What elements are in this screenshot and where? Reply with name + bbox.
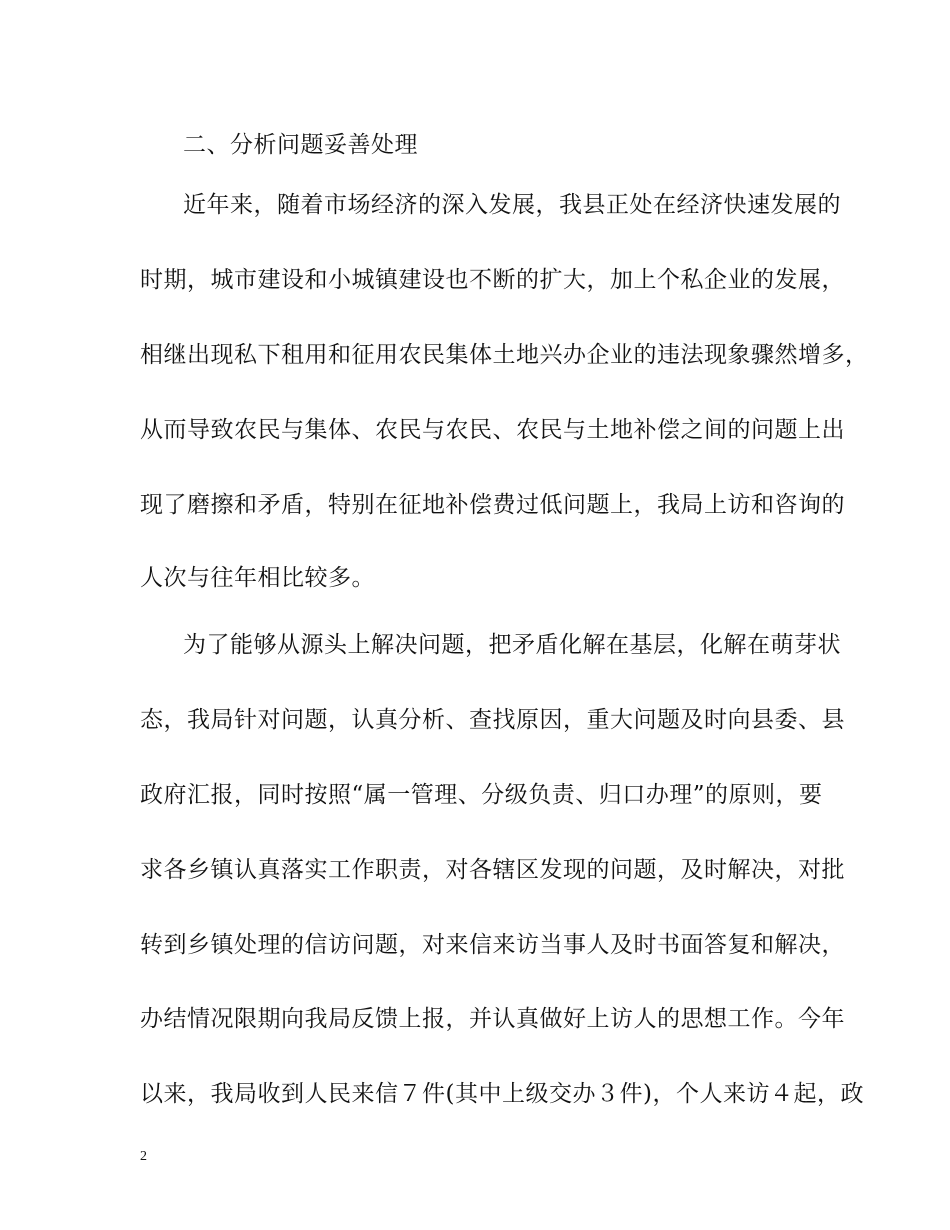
paragraph-line: 人次与往年相比较多。 bbox=[140, 565, 375, 591]
paragraph-line: 时期，城市建设和小城镇建设也不断的扩大，加上个私企业的发展， bbox=[140, 267, 845, 293]
paragraph-line: 办结情况限期向我局反馈上报，并认真做好上访人的思想工作。今年 bbox=[140, 1006, 845, 1032]
paragraph-line: 近年来，随着市场经济的深入发展，我县正处在经济快速发展的 bbox=[183, 192, 841, 218]
paragraph-line: 转到乡镇处理的信访问题，对来信来访当事人及时书面答复和解决， bbox=[140, 932, 845, 958]
paragraph-line: 政府汇报，同时按照“属一管理、分级负责、归口办理”的原则，要 bbox=[140, 782, 823, 808]
paragraph-line: 现了磨擦和矛盾，特别在征地补偿费过低问题上，我局上访和咨询的 bbox=[140, 492, 845, 518]
paragraph-line: 以来，我局收到人民来信７件(其中上级交办３件)，个人来访４起，政 bbox=[140, 1081, 864, 1107]
paragraph-line: 为了能够从源头上解决问题，把矛盾化解在基层，化解在萌芽状 bbox=[183, 632, 841, 658]
paragraph-line: 从而导致农民与集体、农民与农民、农民与土地补偿之间的问题上出 bbox=[140, 417, 845, 443]
page-number: 2 bbox=[140, 1149, 147, 1164]
paragraph-line: 求各乡镇认真落实工作职责，对各辖区发现的问题，及时解决，对批 bbox=[140, 857, 845, 883]
paragraph-line: 相继出现私下租用和征用农民集体土地兴办企业的违法现象骤然增多， bbox=[140, 342, 869, 368]
paragraph-line: 态，我局针对问题，认真分析、查找原因，重大问题及时向县委、县 bbox=[140, 707, 845, 733]
section-heading: 二、分析问题妥善处理 bbox=[183, 132, 418, 158]
